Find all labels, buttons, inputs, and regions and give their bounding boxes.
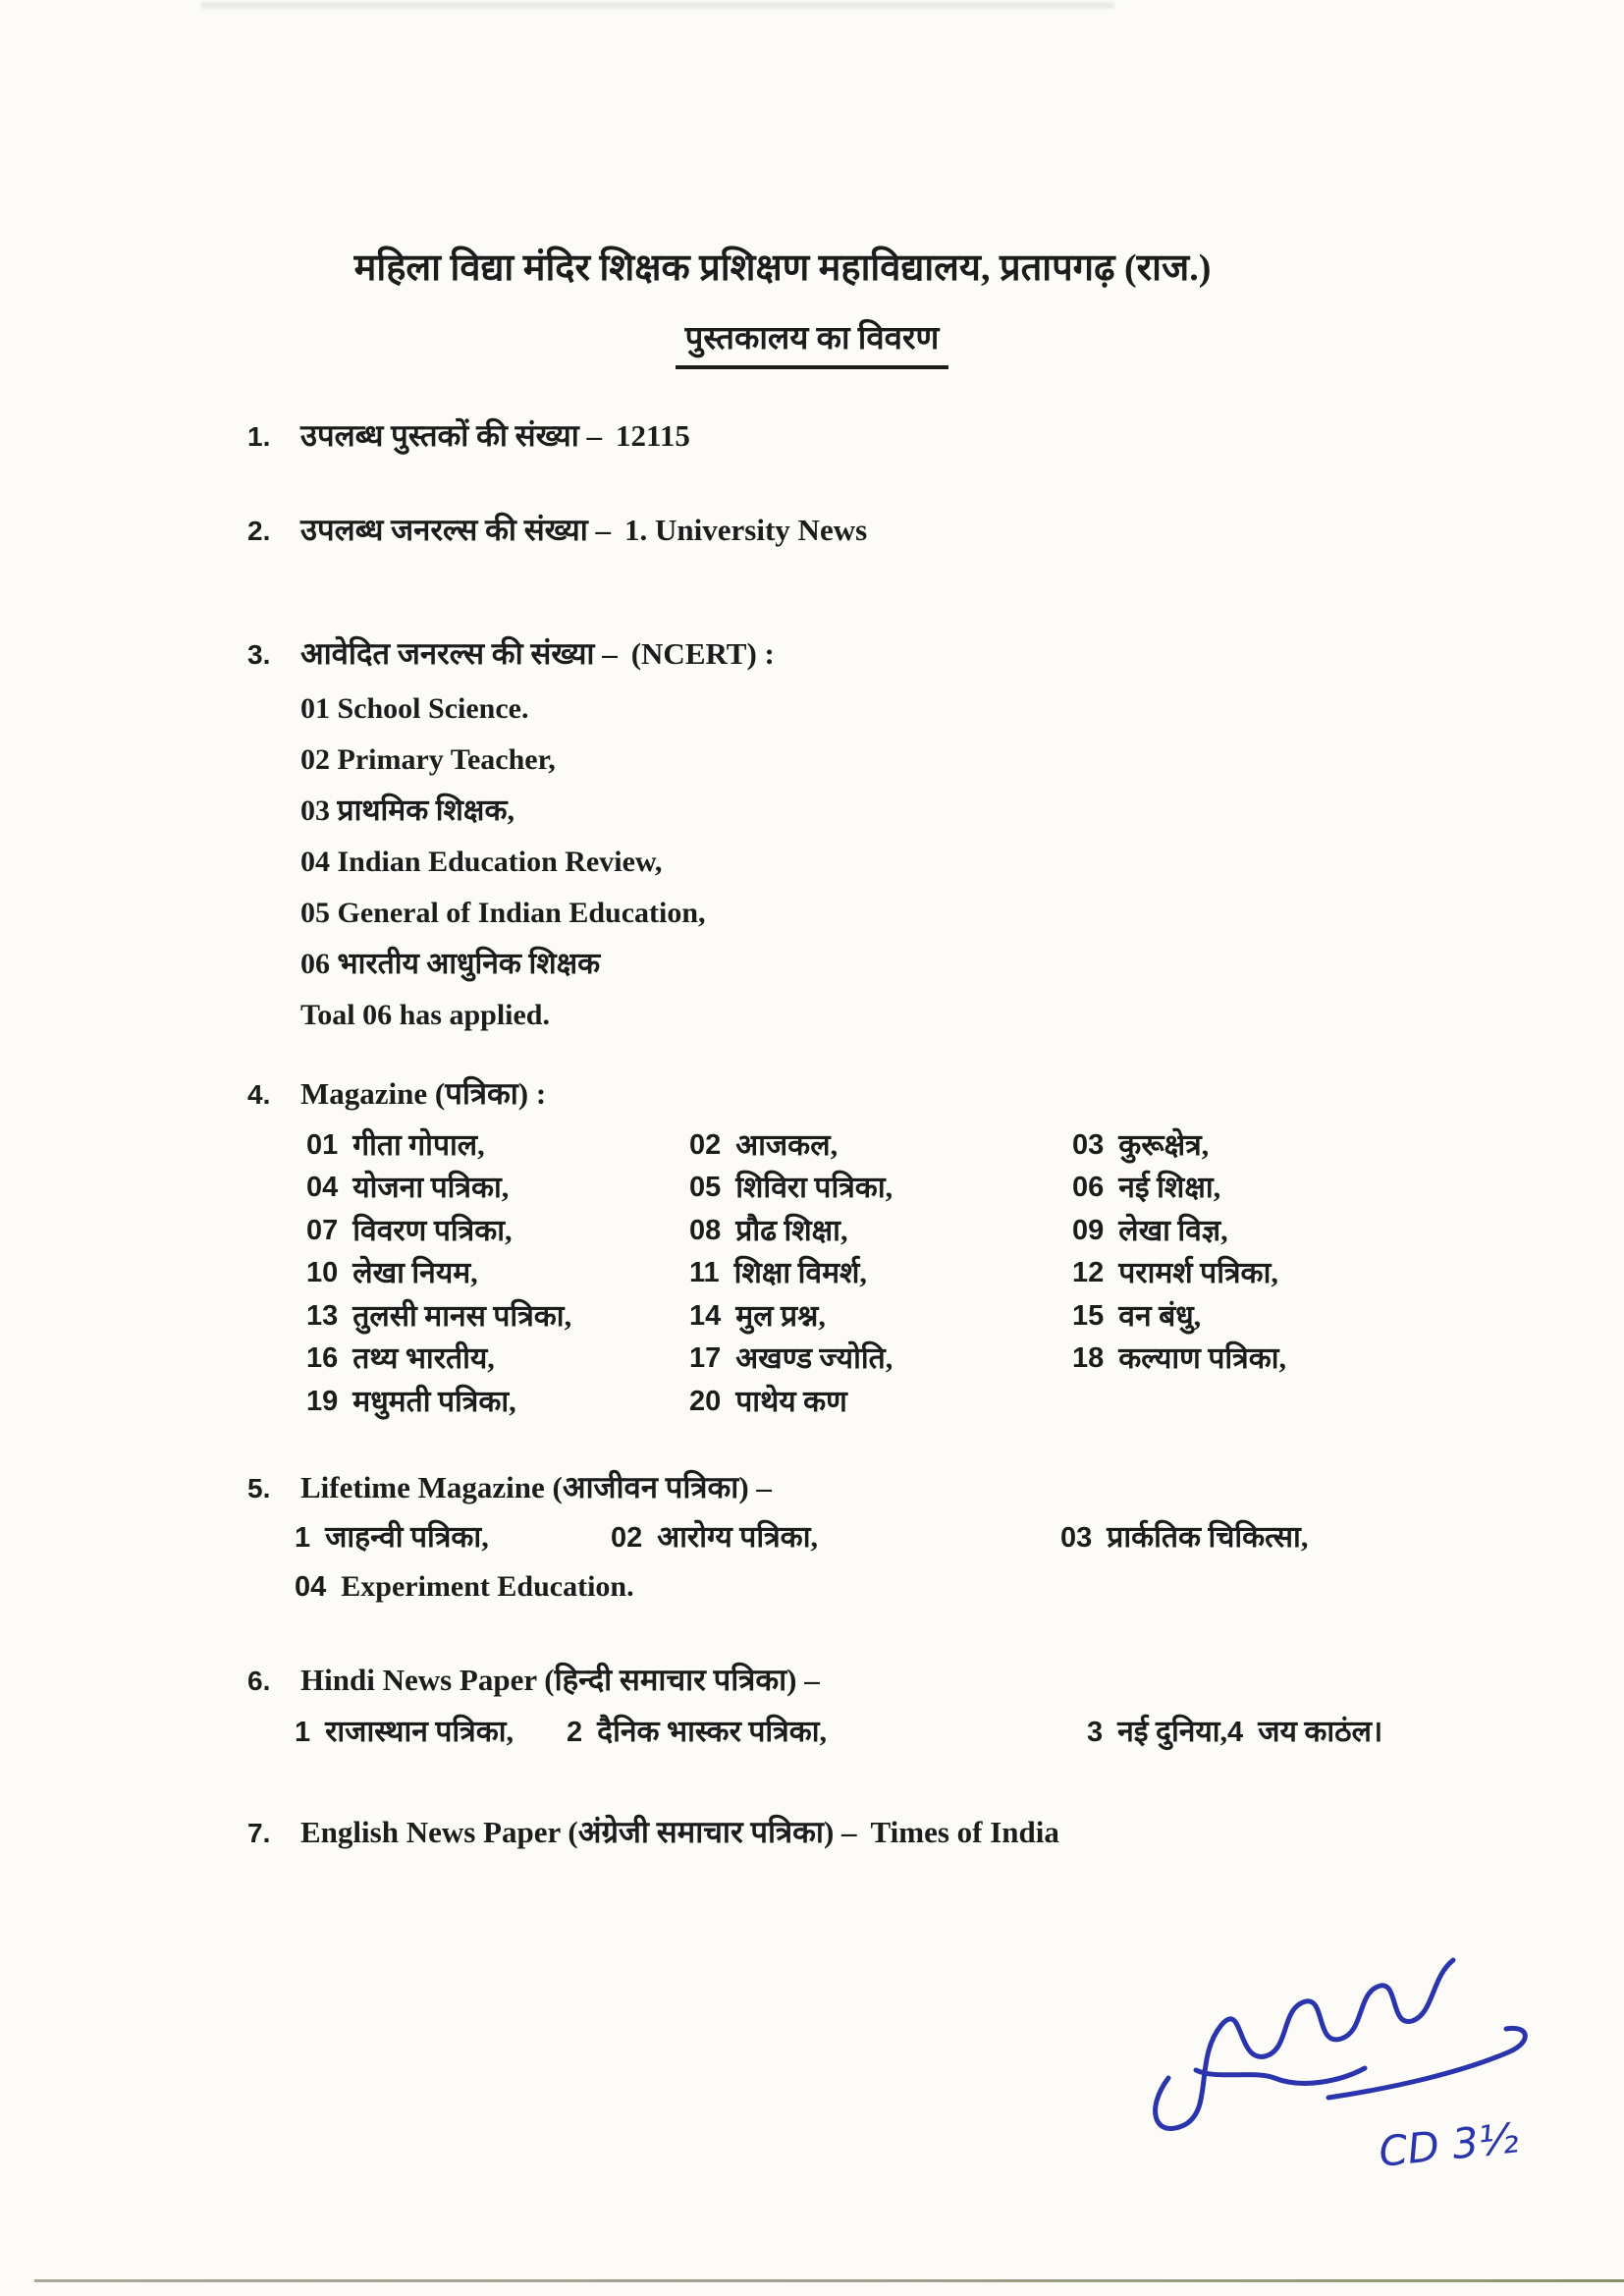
signature-note: CD 3½ [1376, 2113, 1521, 2176]
magazine-entry-number: 12 [1072, 1257, 1105, 1289]
list-item-available-journals [247, 511, 1624, 550]
item-label: उपलब्ध जनरल्स की संख्या – [300, 512, 612, 547]
magazine-entry-number: 17 [689, 1342, 722, 1375]
magazine-entry-name: प्रौढ शिक्षा, [735, 1214, 848, 1247]
magazine-entry [689, 1381, 1072, 1424]
lifetime-magazine-entry [611, 1515, 1060, 1560]
newspaper-entry-number: 4 [1227, 1716, 1244, 1748]
magazine-entry-name: कुरूक्षेत्र, [1118, 1128, 1210, 1162]
newspaper-entry-name: दैनिक भास्कर पत्रिका, [597, 1715, 828, 1748]
item-label: Hindi News Paper (हिन्दी समाचार पत्रिका) – [300, 1663, 820, 1698]
list-item-english-newspapers [247, 1813, 1624, 1852]
magazine-entry [689, 1124, 1072, 1168]
magazine-entry-number: 10 [306, 1257, 339, 1289]
item-value: 1. University News [624, 512, 868, 547]
lifetime-entry-name: आरोग्य पत्रिका, [657, 1521, 818, 1555]
item-number: 7. [247, 1817, 271, 1848]
lifetime-entry-name: Experiment Education. [341, 1570, 634, 1604]
newspaper-entry-number: 1 [295, 1716, 311, 1748]
magazine-entry-name: योजना पत्रिका, [352, 1172, 510, 1205]
magazine-entry-number: 20 [689, 1385, 722, 1417]
magazine-entry-name: अखण्ड ज्योति, [735, 1342, 893, 1376]
magazine-entry-name: गीता गोपाल, [352, 1128, 485, 1162]
magazine-entry-name: पाथेय कण [735, 1385, 847, 1418]
magazine-entry-number: 08 [689, 1214, 722, 1246]
lifetime-entry-number: 04 [295, 1571, 327, 1604]
item-label: Magazine (पत्रिका) : [300, 1076, 547, 1112]
magazine-entry-number: 19 [306, 1385, 339, 1417]
magazine-entry [306, 1210, 689, 1253]
journal-line: 03 प्राथमिक शिक्षक, [300, 794, 514, 828]
magazine-entry [306, 1167, 689, 1210]
item-number: 2. [247, 515, 271, 546]
list-item-magazines [247, 1074, 1624, 1114]
item-label: English News Paper (अंग्रेजी समाचार पत्रिका) – [300, 1814, 857, 1849]
page-subtitle-text: पुस्तकालय का विवरण [676, 314, 949, 369]
list-item-lifetime-magazines [247, 1468, 1624, 1507]
applied-journal-list [300, 683, 1624, 1041]
newspaper-entry-number: 2 [567, 1716, 583, 1748]
magazine-entry [306, 1338, 689, 1381]
hindi-newspaper-entry [295, 1711, 567, 1754]
item-label: Lifetime Magazine (आजीवन पत्रिका) – [300, 1470, 772, 1505]
magazine-entry-number: 05 [689, 1172, 722, 1204]
magazine-entry-name: परामर्श पत्रिका, [1118, 1257, 1278, 1290]
magazine-entry [689, 1167, 1072, 1210]
list-item-available-books [247, 416, 1624, 456]
signature-ink [1108, 1923, 1549, 2227]
magazine-entry [1072, 1210, 1624, 1253]
list-item-applied-journals [247, 634, 1624, 674]
lifetime-magazine-extra [295, 1564, 1624, 1610]
magazine-entry-name: लेखा नियम, [352, 1257, 478, 1290]
magazine-entry [689, 1295, 1072, 1339]
lifetime-entry-name: प्रार्कतिक चिकित्सा, [1107, 1521, 1309, 1555]
magazine-entry [306, 1124, 689, 1168]
item-number: 3. [247, 639, 271, 671]
hindi-newspaper-entry [1227, 1711, 1624, 1754]
item-value: (NCERT) : [630, 636, 775, 672]
list-item-hindi-newspapers [247, 1661, 1624, 1700]
journal-line: 04 Indian Education Review, [300, 846, 663, 879]
item-value: Times of India [870, 1814, 1059, 1849]
item-number: 6. [247, 1666, 271, 1697]
magazine-entry [689, 1210, 1072, 1253]
item-label: उपलब्ध पुस्तकों की संख्या – [300, 417, 603, 453]
magazine-entry-number: 07 [306, 1214, 339, 1246]
journal-line: 06 भारतीय आधुनिक शिक्षक [300, 948, 601, 981]
hindi-newspaper-entry [1065, 1711, 1227, 1754]
magazine-entry-name: शिविरा पत्रिका, [735, 1172, 893, 1205]
scan-artifact-top [201, 2, 1114, 9]
magazine-entry-number: 13 [306, 1299, 339, 1332]
magazine-entry [1072, 1124, 1624, 1168]
magazine-entry-name: आजकल, [735, 1128, 839, 1162]
magazine-entry-number: 11 [689, 1257, 720, 1289]
magazine-entry-name: कल्याण पत्रिका, [1118, 1342, 1287, 1376]
item-number: 4. [247, 1079, 271, 1111]
magazine-entry-number: 16 [306, 1342, 339, 1375]
lifetime-entry-number: 03 [1060, 1522, 1093, 1555]
magazine-entry-number: 04 [306, 1172, 339, 1204]
magazine-entry-number: 01 [306, 1128, 339, 1161]
magazine-entry-number: 14 [689, 1299, 722, 1332]
newspaper-entry-number: 3 [1087, 1716, 1104, 1748]
magazine-entry-number: 18 [1072, 1342, 1105, 1375]
magazine-entry [1072, 1252, 1624, 1295]
magazine-entry-name: वन बंधु, [1118, 1299, 1202, 1333]
magazine-entry-number: 06 [1072, 1172, 1105, 1204]
magazine-entry [1072, 1338, 1624, 1381]
magazine-entry-name: विवरण पत्रिका, [352, 1214, 513, 1247]
magazine-entry [689, 1252, 1072, 1295]
magazine-entry [1072, 1295, 1624, 1339]
newspaper-entry-name: नई दुनिया, [1117, 1715, 1228, 1748]
journal-line: 01 School Science. [300, 692, 529, 726]
newspaper-entry-name: राजास्थान पत्रिका, [325, 1715, 514, 1748]
item-number: 5. [247, 1473, 271, 1504]
lifetime-entry-name: जाहन्वी पत्रिका, [325, 1521, 489, 1555]
lifetime-magazine-row [295, 1515, 1624, 1560]
journal-line: 05 General of Indian Education, [300, 897, 706, 930]
magazine-entry-number: 02 [689, 1128, 722, 1161]
journal-line: 02 Primary Teacher, [300, 743, 556, 777]
lifetime-entry-number: 02 [611, 1522, 643, 1555]
magazine-entry [1072, 1167, 1624, 1210]
magazine-entry [306, 1381, 689, 1424]
magazine-entry-name: मुल प्रश्न, [735, 1299, 826, 1333]
magazine-entry-name: तुलसी मानस पत्रिका, [352, 1299, 572, 1333]
magazine-entry-name: शिक्षा विमर्श, [733, 1257, 867, 1290]
lifetime-magazine-entry [1060, 1515, 1624, 1560]
newspaper-entry-name: जय काठंल। [1258, 1715, 1383, 1748]
page-subtitle [0, 314, 1624, 369]
magazine-entry-name: तथ्य भारतीय, [352, 1342, 495, 1376]
item-label: आवेदित जनरल्स की संख्या – [300, 636, 618, 672]
page-title: महिला विद्या मंदिर शिक्षक प्रशिक्षण महाविद्यालय, प्रतापगढ़ (राज.) [353, 247, 1212, 289]
magazine-entry-name: मधुमती पत्रिका, [352, 1385, 516, 1418]
lifetime-magazine-entry [295, 1515, 611, 1560]
journal-line: Toal 06 has applied. [300, 999, 550, 1032]
magazine-grid [306, 1124, 1624, 1424]
magazine-entry-number: 15 [1072, 1299, 1105, 1332]
item-number: 1. [247, 420, 271, 452]
magazine-entry-number: 03 [1072, 1128, 1105, 1161]
hindi-newspaper-row [295, 1711, 1624, 1754]
magazine-entry [306, 1295, 689, 1339]
magazine-entry [689, 1338, 1072, 1381]
magazine-entry-name: लेखा विज्ञ, [1118, 1214, 1228, 1247]
scan-artifact-bottom-edge [34, 2279, 1624, 2282]
magazine-entry-number: 09 [1072, 1214, 1105, 1246]
item-value: 12115 [616, 417, 690, 453]
hindi-newspaper-entry [567, 1711, 1065, 1754]
lifetime-entry-number: 1 [295, 1522, 311, 1555]
magazine-entry [306, 1252, 689, 1295]
magazine-entry-name: नई शिक्षा, [1118, 1172, 1221, 1205]
